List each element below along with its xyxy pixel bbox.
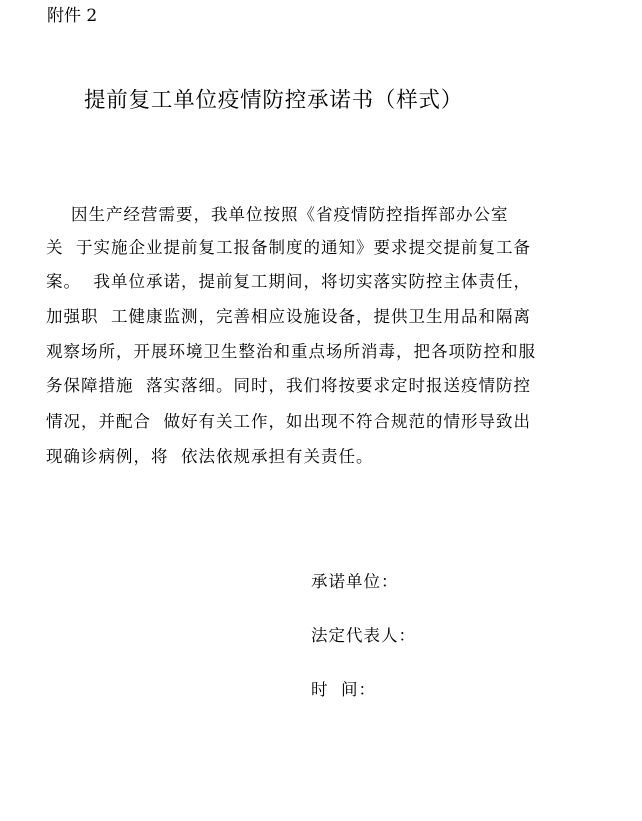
body-line: 加强职 工健康监测，完善相应设施设备，提供卫生用品和隔离 [46,307,531,326]
legal-representative-label: 法定代表人： [311,626,416,645]
body-line: 关 于实施企业提前复工报备制度的通知》要求提交提前复工备 [46,238,531,257]
body-line: 务保障措施 落实落细。同时，我们将按要求定时报送疫情防控 [46,376,531,395]
signature-block [311,570,416,732]
body-line: 案。 我单位承诺，提前复工期间，将切实落实防控主体责任， [46,272,531,291]
body-line: 情况，并配合 做好有关工作，如出现不符合规范的情形导致出 [46,412,531,431]
body-line: 观察场所，开展环境卫生整治和重点场所消毒，把各项防控和服 [46,342,536,361]
document-title: 提前复工单位疫情防控承诺书（样式） [84,88,464,113]
signing-unit-label: 承诺单位： [311,572,399,591]
date-label: 时 间： [311,680,376,699]
body-line: 因生产经营需要，我单位按照《省疫情防控指挥部办公室 [46,205,509,224]
attachment-label: 附件 2 [47,6,98,26]
body-line: 现确诊病例，将 依法依规承担有关责任。 [46,447,374,466]
